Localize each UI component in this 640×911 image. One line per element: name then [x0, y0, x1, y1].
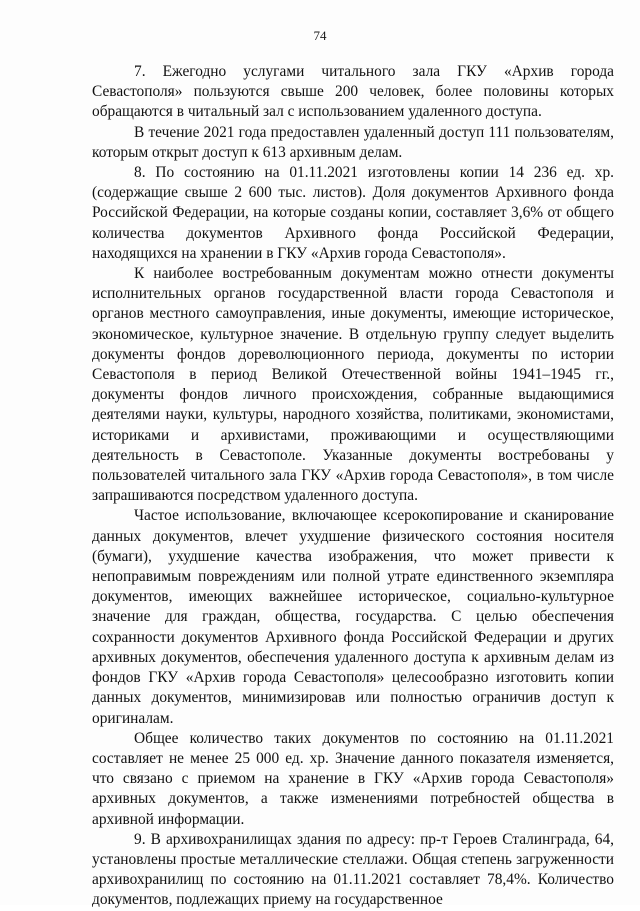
paragraph-copies-made: 8. По состоянию на 01.11.2021 изготовлены копии 14 236 ед. хр. (содержащие свыше 2 600 тыс. листов). Доля документов Архивного фонда Российской Федерации, на которые созданы копии, составляет 3,6% от общего количества документов Архивного фонда Российской Федерации, находящихся на хранении в ГКУ «Архив города Севастополя».	[92, 164, 614, 262]
document-body	[92, 62, 614, 911]
paragraph-reading-room-users: 7. Ежегодно услугами читального зала ГКУ «Архив города Севастополя» пользуются свыше 200 человек, более половины которых обращаются в читальный зал с использованием удаленного доступа.	[92, 63, 614, 121]
paragraph-remote-access: В течение 2021 года предоставлен удаленный доступ 111 пользователям, которым открыт доступ к 613 архивным делам.	[92, 123, 614, 161]
paragraph-storage-shelving: 9. В архивохранилищах здания по адресу: пр-т Героев Сталинграда, 64, установлены простые металлические стеллажи. Общая степень загруженности архивохранилищ по состоянию на 01.11.2021 составляет 78,4%. Количество документов, подлежащих приему на государственное	[92, 830, 614, 909]
paragraph-demanded-documents: К наиболее востребованным документам можно отнести документы исполнительных органов государственной власти города Севастополя и органов местного самоуправления, иные документы, имеющие историческое, экономическое, культурное значение. В отдельную группу следует выделить документы фондов дореволюционного периода, документы по истории Севастополя в период Великой Отечественной войны 1941–1945 гг., документы фондов личного происхождения, собранные выдающимися деятелями науки, культуры, народного хозяйства, политиками, экономистами, историками и архивистами, проживающими и осуществляющими деятельность в Севастополе. Указанные документы востребованы у пользователей читального зала ГКУ «Архив города Севастополя», в том числе запрашиваются посредством удаленного доступа.	[92, 265, 614, 505]
paragraph-total-documents: Общее количество таких документов по состоянию на 01.11.2021 составляет не менее 25 000 ед. хр. Значение данного показателя изменяется, что связано с приемом на хранение в ГКУ «Архив города Севастополя» архивных документов, а также изменениями потребностей общества в архивной информации.	[92, 729, 614, 828]
page-number: 74	[313, 28, 327, 43]
paragraph-frequent-use: Частое использование, включающее ксерокопирование и сканирование данных документов, влечет ухудшение физического состояния носителя (бумаги), ухудшение качества изображения, что может привести к непоправимым повреждениям или полной утрате единственного экземпляра документов, имеющих важнейшее историческое, социально-культурное значение для граждан, общества, государства. С целью обеспечения сохранности документов Архивного фонда Российской Федерации и других архивных документов, обеспечения удаленного доступа к архивным делам из фондов ГКУ «Архив города Севастополя» целесообразно изготовить копии данных документов, минимизировав или полностью ограничив доступ к оригиналам.	[92, 507, 614, 727]
